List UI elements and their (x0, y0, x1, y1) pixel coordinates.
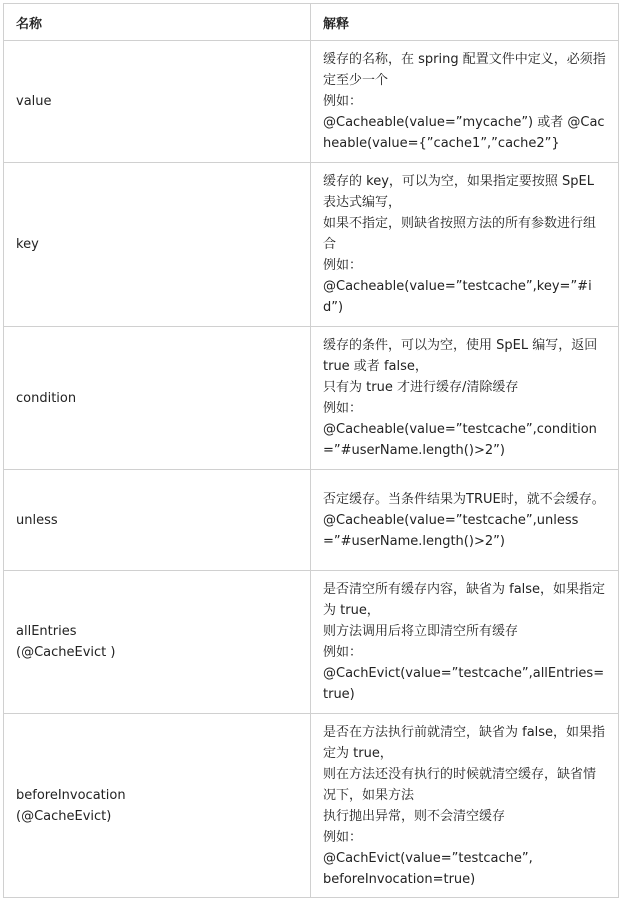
table-row (4, 327, 619, 470)
desc-line: @CachEvict(value=”testcache”,allEntries=true) (323, 666, 605, 702)
annotation-attributes-table (3, 3, 619, 898)
attribute-name: value (16, 94, 52, 109)
table-row (4, 470, 619, 571)
row-desc-value (311, 41, 619, 163)
desc-line: 是否在方法执行前就清空，缺省为 false，如果指定为 true， (323, 724, 606, 761)
desc-line: 只有为 true 才进行缓存/清除缓存 (323, 380, 519, 395)
table-row (4, 41, 619, 163)
desc-line: 例如： (323, 94, 363, 109)
desc-line: @CachEvict(value=”testcache”, (323, 850, 533, 866)
row-desc-beforeinvocation (311, 714, 619, 898)
desc-line: beforeInvocation=true) (323, 871, 476, 887)
attribute-annotation: (@CacheEvict ) (16, 645, 116, 660)
desc-line: 缓存的名称，在 spring 配置文件中定义，必须指定至少一个 (323, 52, 606, 88)
desc-line: 例如： (323, 645, 363, 660)
row-name-key (4, 163, 311, 327)
desc-line: 例如： (323, 258, 363, 273)
attribute-name: key (16, 237, 39, 252)
attribute-name: unless (16, 512, 58, 528)
table-header-row (4, 4, 619, 41)
desc-line: @Cacheable(value=”mycache”) 或者 @Cacheable(value={”cache1”,”cache2”} (323, 115, 605, 151)
row-name-allentries (4, 571, 311, 714)
desc-line: 缓存的 key，可以为空，如果指定要按照 SpEL 表达式编写， (323, 174, 594, 210)
desc-line: 如果不指定，则缺省按照方法的所有参数进行组合 (323, 216, 597, 252)
table-row (4, 714, 619, 898)
desc-line: 例如： (323, 401, 363, 416)
header-description: 解释 (311, 4, 619, 41)
desc-line: @Cacheable(value=”testcache”,unless=”#userName.length()>2”) (323, 512, 579, 549)
desc-line: @Cacheable(value=”testcache”,key=”#id”) (323, 279, 592, 315)
row-desc-unless (311, 470, 619, 571)
desc-line: 例如： (323, 829, 363, 845)
desc-line: 则方法调用后将立即清空所有缓存 (323, 624, 519, 639)
desc-line: 执行抛出异常，则不会清空缓存 (323, 808, 506, 824)
row-name-condition (4, 327, 311, 470)
desc-line: 则在方法还没有执行的时候就清空缓存，缺省情况下，如果方法 (323, 766, 597, 803)
row-desc-condition (311, 327, 619, 470)
row-name-value (4, 41, 311, 163)
row-name-beforeinvocation (4, 714, 311, 898)
table-row (4, 571, 619, 714)
table-row (4, 163, 619, 327)
row-desc-key (311, 163, 619, 327)
attribute-name: beforeInvocation (16, 787, 126, 803)
row-name-unless (4, 470, 311, 571)
desc-line: 是否清空所有缓存内容，缺省为 false，如果指定为 true， (323, 582, 606, 618)
desc-line: 缓存的条件，可以为空，使用 SpEL 编写，返回 true 或者 false， (323, 338, 598, 374)
attribute-annotation: (@CacheEvict) (16, 808, 112, 824)
row-desc-allentries (311, 571, 619, 714)
header-name: 名称 (4, 4, 311, 41)
attribute-name: condition (16, 390, 77, 406)
desc-line: 否定缓存。当条件结果为TRUE时，就不会缓存。 (323, 491, 605, 507)
attribute-name: allEntries (16, 624, 77, 639)
desc-line: @Cacheable(value=”testcache”,condition=”#userName.length()>2”) (323, 422, 597, 458)
